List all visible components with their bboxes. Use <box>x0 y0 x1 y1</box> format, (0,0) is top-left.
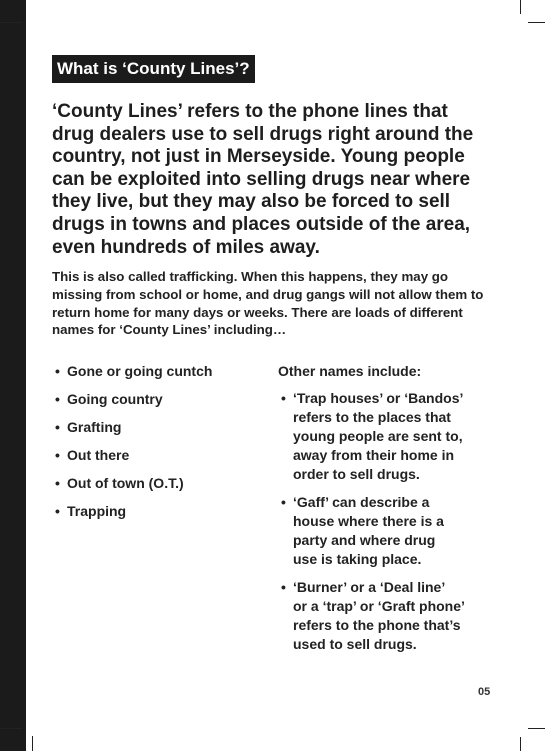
bullet-icon: • <box>55 475 60 491</box>
section-heading: What is ‘County Lines’? <box>52 55 255 83</box>
crop-mark-bottom-right-h <box>528 728 545 729</box>
list-item: • Gone or going cuntch <box>55 363 213 379</box>
crop-mark-top-right-h <box>528 22 545 23</box>
page-number: 05 <box>478 686 491 698</box>
list-item: • ‘Burner’ or a ‘Deal line’ or a ‘trap’ or ‘Graft phone’ refers to the phone that’s used to sell drugs. <box>281 579 465 652</box>
list-item: • Going country <box>55 391 163 407</box>
crop-mark-bottom-right-v <box>520 737 521 751</box>
list-item: • Out there <box>55 447 130 463</box>
crop-mark-bottom-left <box>0 728 22 729</box>
intro-paragraph: This is also called trafficking. When this happens, they may go missing from school or home, and drug gangs will not allow them to return home for many days or weeks. There are loads of different names for ‘County Lines’ including… <box>52 269 484 338</box>
other-names-list <box>278 389 498 654</box>
list-item: • ‘Trap houses’ or ‘Bandos’ refers to the places that young people are sent to, away from their home in order to sell drugs. <box>281 390 464 482</box>
bullet-icon: • <box>281 390 286 406</box>
bullet-icon: • <box>55 363 60 379</box>
bullet-icon: • <box>55 503 60 519</box>
page-spine <box>0 0 26 751</box>
lead-paragraph: ‘County Lines’ refers to the phone lines that drug dealers use to sell drugs right around the country, not just in Merseyside. Young people can be exploited into selling drugs near where they live, but they may also be forced to sell drugs in towns and places outside of the area, even hundreds of miles away. <box>52 101 474 258</box>
other-names-title: Other names include: <box>278 363 422 379</box>
bullet-icon: • <box>55 447 60 463</box>
crop-mark-top-left <box>0 22 22 23</box>
list-item: • Out of town (O.T.) <box>55 475 184 491</box>
bullet-icon: • <box>55 419 60 435</box>
bullet-icon: • <box>281 494 286 510</box>
names-list <box>52 362 272 530</box>
crop-mark-bottom-left-v <box>32 736 33 751</box>
crop-mark-top-right-v <box>520 0 521 14</box>
bullet-icon: • <box>281 579 286 595</box>
bullet-icon: • <box>55 391 60 407</box>
list-item: • Grafting <box>55 419 122 435</box>
list-item: • ‘Gaff’ can describe a house where there is a party and where drug use is taking place. <box>281 494 444 567</box>
other-names-column <box>278 362 498 663</box>
list-item: • Trapping <box>55 503 127 519</box>
